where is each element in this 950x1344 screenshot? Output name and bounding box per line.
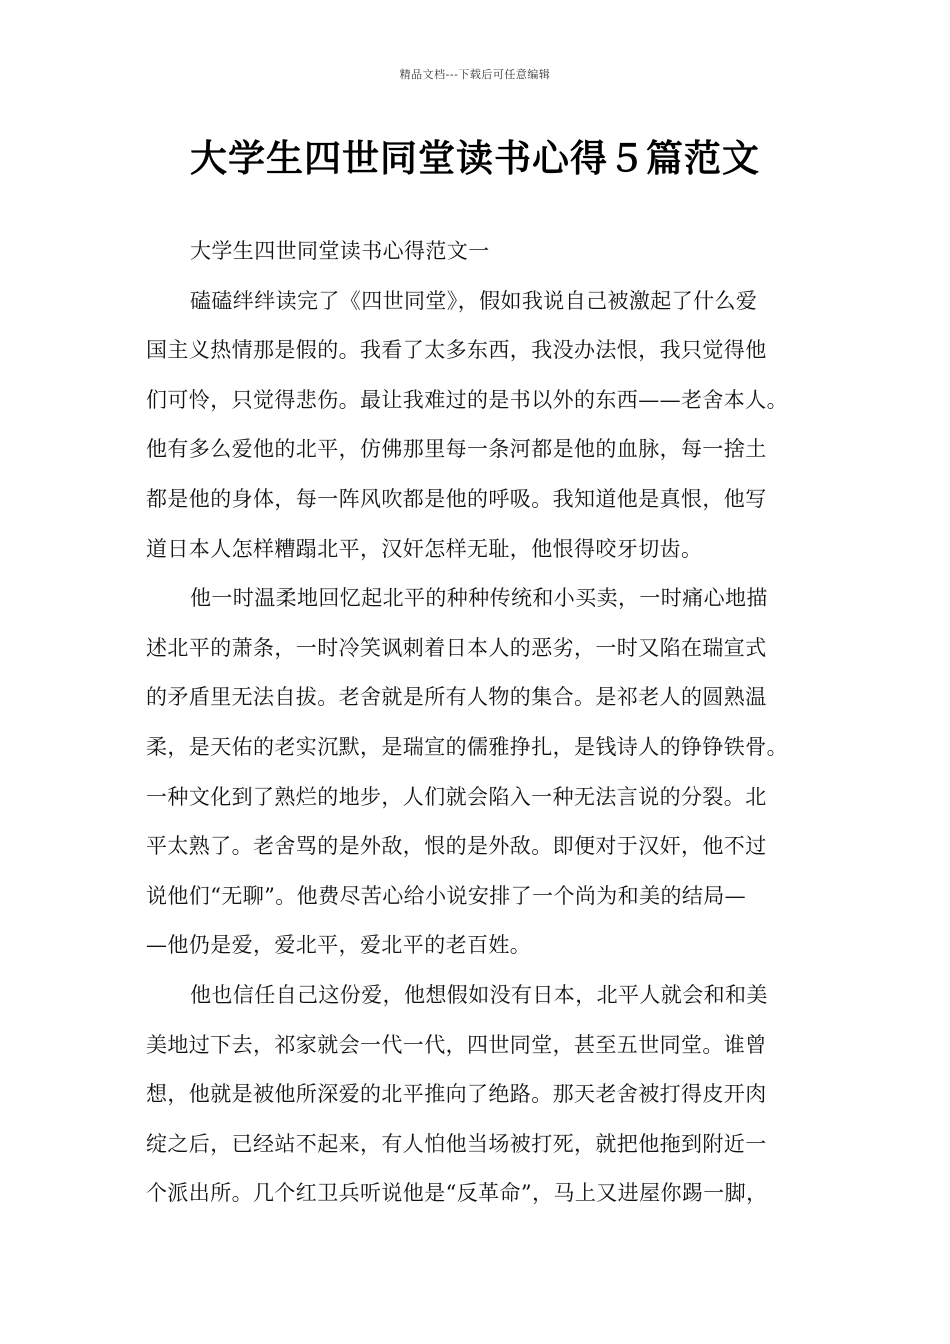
paragraph-line: 他有多么爱他的北平，仿佛那里每一条河都是他的血脉，每一捨土	[146, 437, 767, 462]
paragraph-line: —他仍是爱，爱北平，爱北平的老百姓。	[146, 933, 532, 958]
document-title: 大学生四世同堂读书心得５篇范文	[190, 137, 760, 180]
paragraph-3	[146, 976, 826, 1224]
paragraph-line: 一种文化到了熟烂的地步，人们就会陷入一种无法言说的分裂。北	[146, 784, 767, 809]
paragraph-line: 国主义热情那是假的。我看了太多东西，我没办法恨，我只觉得他	[146, 338, 767, 363]
paragraph-2	[146, 579, 826, 976]
paragraph-line: 平太熟了。老舍骂的是外敌，恨的是外敌。即便对于汉奸，他不过	[146, 834, 767, 859]
page-header: 精品文档---下载后可任意编辑	[399, 68, 551, 81]
paragraph-1	[146, 282, 826, 580]
document-body	[146, 232, 826, 1224]
paragraph-line: 想，他就是被他所深爱的北平推向了绝路。那天老舍被打得皮开肉	[146, 1082, 767, 1107]
paragraph-line: 美地过下去，祁家就会一代一代，四世同堂，甚至五世同堂。谁曾	[146, 1032, 767, 1057]
paragraph-line: 绽之后，已经站不起来，有人怕他当场被打死，就把他拖到附近一	[146, 1131, 767, 1156]
paragraph-line: 都是他的身体，每一阵风吹都是他的呼吸。我知道他是真恨，他写	[146, 486, 767, 511]
section-heading: 大学生四世同堂读书心得范文一	[190, 239, 490, 263]
paragraph-line: 道日本人怎样糟蹋北平，汉奸怎样无耻，他恨得咬牙切齿。	[146, 536, 703, 561]
paragraph-line: 柔，是天佑的老实沉默，是瑞宣的儒雅挣扎，是钱诗人的铮铮铁骨。	[146, 734, 788, 759]
paragraph-line: 们可怜，只觉得悲伤。最让我难过的是书以外的东西——老舍本人。	[146, 387, 788, 412]
paragraph-line: 个派出所。几个红卫兵听说他是“反革命”，马上又进屋你踢一脚，	[146, 1181, 768, 1206]
paragraph-line: 他也信任自己这份爱，他想假如没有日本，北平人就会和和美	[190, 982, 768, 1007]
paragraph-line: 述北平的萧条，一时冷笑讽刺着日本人的恶劣，一时又陷在瑞宣式	[146, 635, 767, 660]
paragraph-line: 磕磕绊绊读完了《四世同堂》，假如我说自己被激起了什么爱	[190, 288, 758, 313]
paragraph-line: 他一时温柔地回忆起北平的种种传统和小买卖，一时痛心地描	[190, 586, 768, 611]
paragraph-line: 说他们“无聊”。他费尽苦心给小说安排了一个尚为和美的结局—	[146, 883, 747, 908]
paragraph-line: 的矛盾里无法自拔。老舍就是所有人物的集合。是祁老人的圆熟温	[146, 685, 767, 710]
